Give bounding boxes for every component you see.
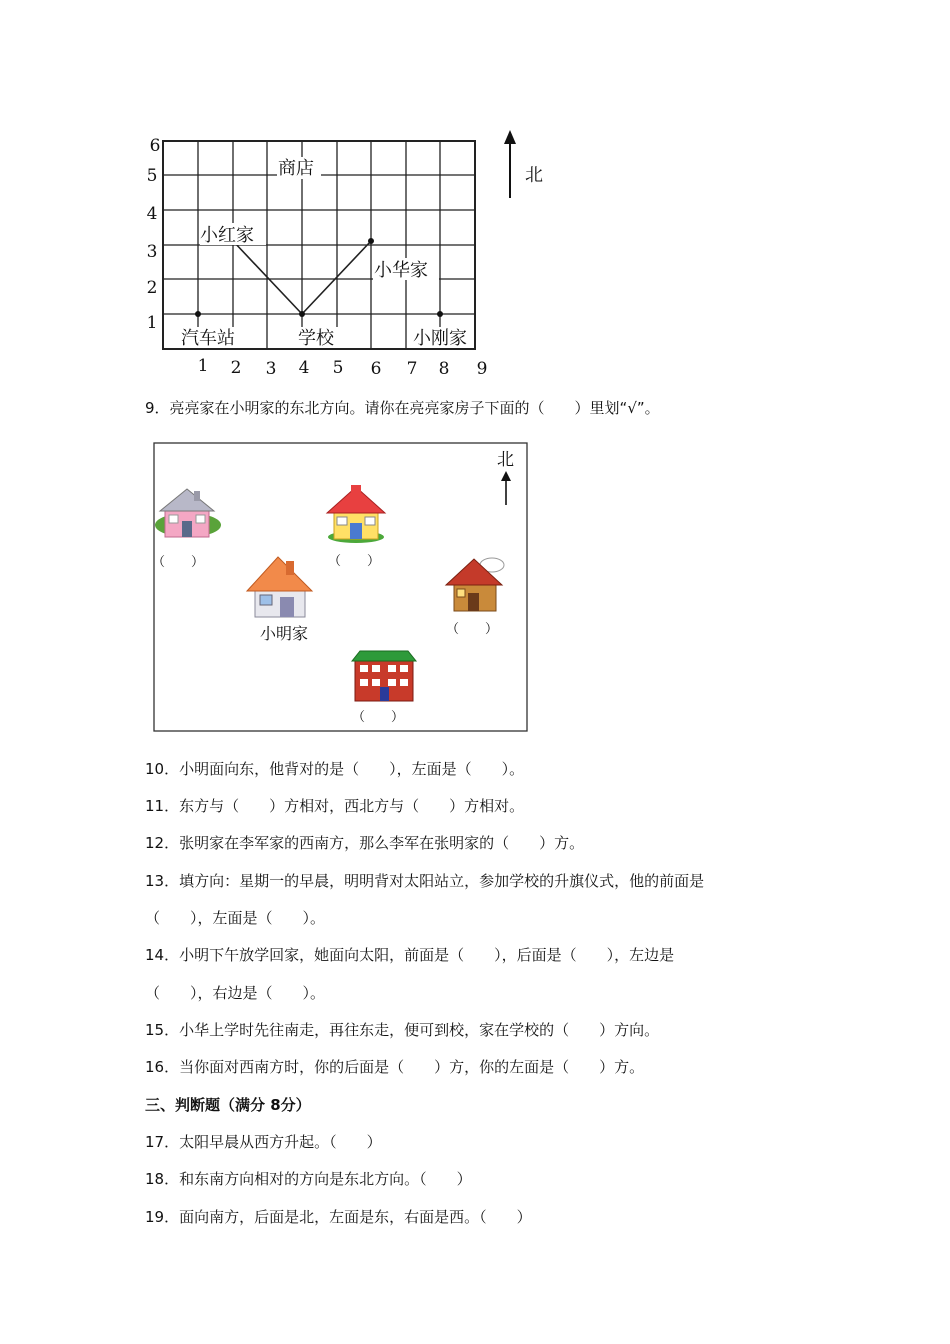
question-13-cont: （ ），左面是（ ）。 bbox=[145, 909, 326, 927]
point-xiaogang bbox=[437, 311, 443, 317]
coordinate-map bbox=[140, 130, 560, 385]
question-9: 9．亮亮家在小明家的东北方向。请你在亮亮家房子下面的（ ）里划“√”。 bbox=[145, 399, 660, 417]
question-14-cont: （ ），右边是（ ）。 bbox=[145, 984, 326, 1002]
x-tick: 3 bbox=[265, 359, 277, 379]
x-tick: 5 bbox=[332, 358, 344, 378]
question-14: 14．小明下午放学回家，她面向太阳，前面是（ ），后面是（ ），左边是 bbox=[145, 946, 675, 964]
question-17: 17．太阳早晨从西方升起。（ ） bbox=[145, 1133, 382, 1151]
label-school: 学校 bbox=[298, 328, 334, 349]
answer-paren[interactable]: （ ） bbox=[328, 554, 381, 569]
north-label: 北 bbox=[525, 165, 543, 186]
x-tick: 9 bbox=[476, 359, 488, 379]
y-tick: 2 bbox=[146, 278, 158, 298]
answer-paren[interactable]: （ ） bbox=[352, 710, 405, 725]
question-10: 10．小明面向东，他背对的是（ ），左面是（ ）。 bbox=[145, 760, 525, 778]
answer-paren[interactable]: （ ） bbox=[152, 555, 205, 570]
label-bus-station: 汽车站 bbox=[181, 328, 235, 349]
x-tick: 2 bbox=[230, 358, 242, 378]
point-bus-station bbox=[195, 311, 201, 317]
section-title: 三、判断题（满分 8分） bbox=[145, 1096, 311, 1114]
question-19: 19．面向南方，后面是北，左面是东，右面是西。（ ） bbox=[145, 1208, 532, 1226]
x-tick: 8 bbox=[438, 359, 450, 379]
y-tick: 3 bbox=[146, 242, 158, 262]
question-18: 18．和东南方向相对的方向是东北方向。（ ） bbox=[145, 1170, 472, 1188]
y-tick: 5 bbox=[146, 166, 158, 186]
y-tick: 6 bbox=[149, 136, 161, 156]
question-11: 11．东方与（ ）方相对，西北方与（ ）方相对。 bbox=[145, 797, 525, 815]
xiaoming-label: 小明家 bbox=[260, 624, 309, 643]
school-building-icon bbox=[352, 651, 416, 701]
question-12: 12．张明家在李军家的西南方，那么李军在张明家的（ ）方。 bbox=[145, 834, 585, 852]
label-xiaogang: 小刚家 bbox=[413, 328, 467, 349]
answer-paren[interactable]: （ ） bbox=[446, 622, 499, 637]
label-xiaohua: 小华家 bbox=[374, 260, 428, 281]
north-label: 北 bbox=[497, 450, 514, 470]
question-16: 16．当你面对西南方时，你的后面是（ ）方，你的左面是（ ）方。 bbox=[145, 1058, 645, 1076]
y-tick: 1 bbox=[146, 313, 158, 333]
x-tick: 1 bbox=[197, 356, 209, 376]
houses-map bbox=[152, 441, 530, 733]
point-school bbox=[299, 311, 305, 317]
x-tick: 7 bbox=[406, 359, 418, 379]
question-13: 13．填方向：星期一的早晨，明明背对太阳站立，参加学校的升旗仪式，他的前面是 bbox=[145, 872, 705, 890]
x-tick: 6 bbox=[370, 359, 382, 379]
y-tick: 4 bbox=[146, 204, 158, 224]
x-tick: 4 bbox=[298, 358, 310, 378]
label-xiaohong: 小红家 bbox=[200, 225, 254, 246]
question-15: 15．小华上学时先往南走，再往东走，便可到校，家在学校的（ ）方向。 bbox=[145, 1021, 660, 1039]
label-shop: 商店 bbox=[278, 158, 314, 179]
point-xiaohua bbox=[368, 238, 374, 244]
north-arrow-icon bbox=[504, 130, 516, 198]
